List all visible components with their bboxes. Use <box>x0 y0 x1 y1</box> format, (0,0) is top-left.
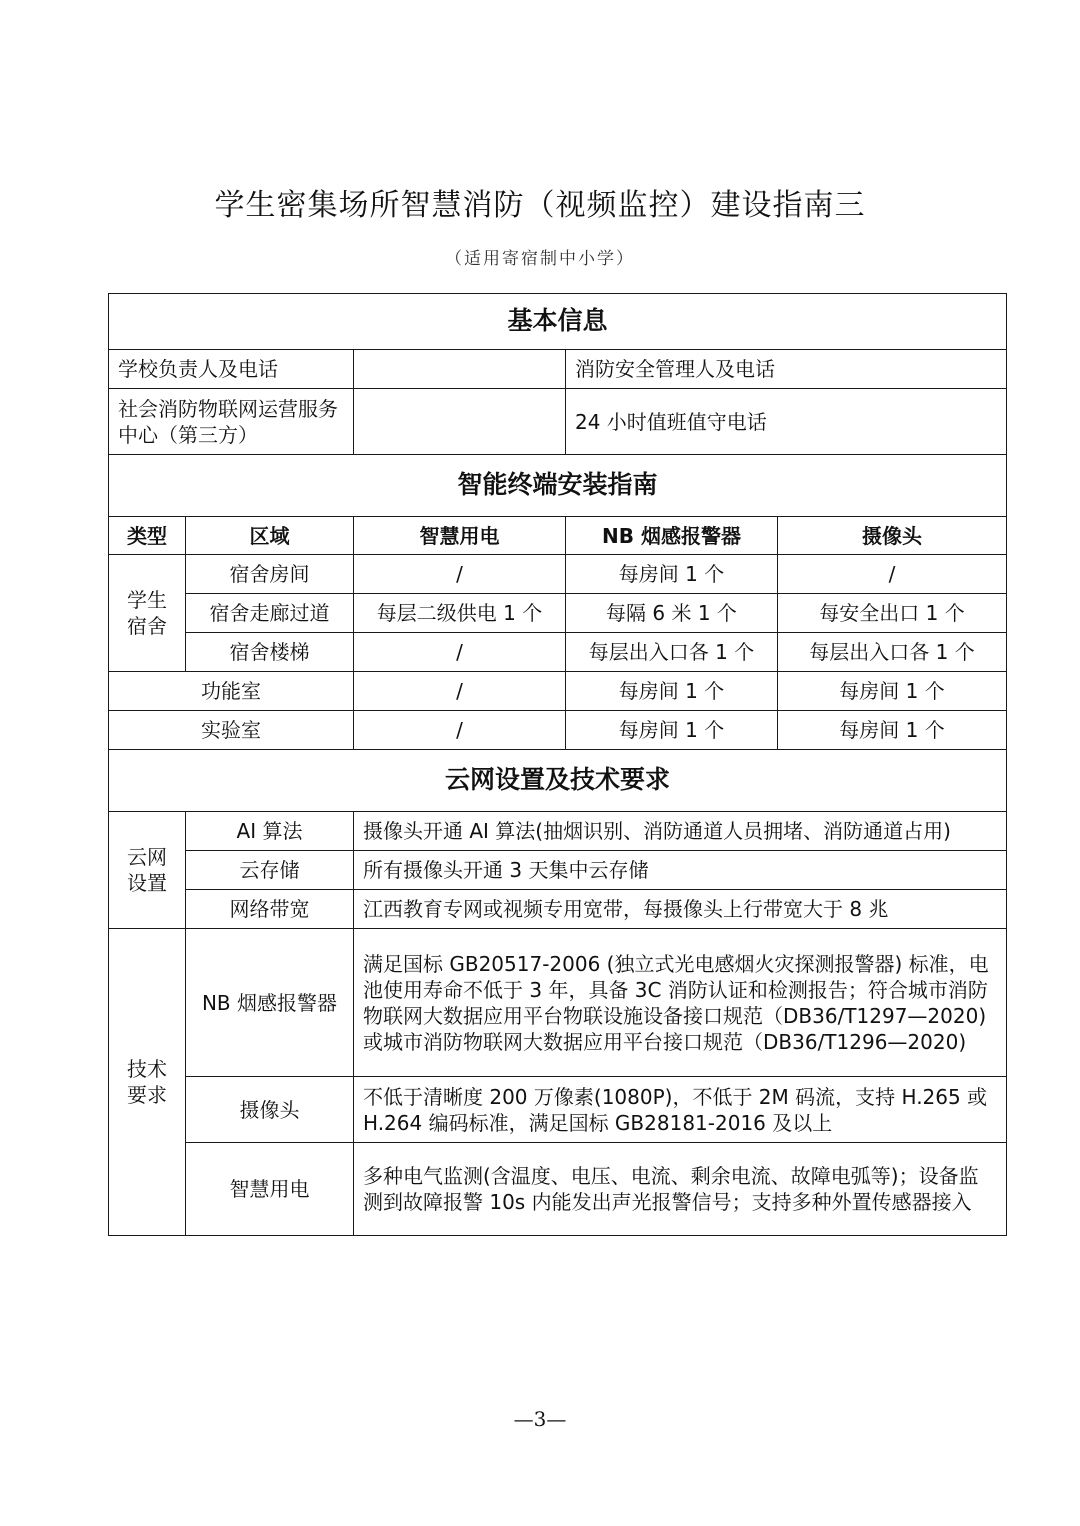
page-title: 学生密集场所智慧消防（视频监控）建设指南三 <box>214 188 866 223</box>
table-row <box>109 594 1007 633</box>
smoke-cell: 每房间 1 个 <box>566 555 778 594</box>
smart-power-cell: / <box>354 633 566 672</box>
table-row <box>109 633 1007 672</box>
table-row <box>109 555 1007 594</box>
tech-type-cell: 技术要求 <box>109 929 186 1236</box>
header-area: 区域 <box>186 517 354 555</box>
table-row <box>109 672 1007 711</box>
camera-cell: / <box>778 555 1007 594</box>
smart-power-cell: / <box>354 555 566 594</box>
cloud-section-row <box>109 750 1007 812</box>
page-number: —3— <box>513 1407 567 1431</box>
table-row <box>109 812 1007 851</box>
area-cell: 宿舍房间 <box>186 555 354 594</box>
table-row <box>109 890 1007 929</box>
cloud-item-cell: 网络带宽 <box>186 890 354 929</box>
basic-info-heading: 基本信息 <box>109 294 1007 350</box>
fire-manager-label: 消防安全管理人及电话 <box>566 350 1007 389</box>
service-center-value <box>354 389 566 455</box>
terminal-heading: 智能终端安装指南 <box>109 455 1007 517</box>
smoke-cell: 每房间 1 个 <box>566 672 778 711</box>
terminal-section-row <box>109 455 1007 517</box>
guide-table <box>108 293 1007 1236</box>
header-camera: 摄像头 <box>778 517 1007 555</box>
camera-cell: 每房间 1 个 <box>778 672 1007 711</box>
area-cell: 宿舍楼梯 <box>186 633 354 672</box>
smart-power-cell: / <box>354 711 566 750</box>
dorm-type-cell: 学生宿舍 <box>109 555 186 672</box>
cloud-heading: 云网设置及技术要求 <box>109 750 1007 812</box>
cloud-item-cell: AI 算法 <box>186 812 354 851</box>
area-cell: 宿舍走廊过道 <box>186 594 354 633</box>
area-cell: 实验室 <box>109 711 354 750</box>
smoke-cell: 每层出入口各 1 个 <box>566 633 778 672</box>
basic-info-section-row <box>109 294 1007 350</box>
table-row <box>109 929 1007 1077</box>
cloud-desc-cell: 江西教育专网或视频专用宽带，每摄像头上行带宽大于 8 兆 <box>354 890 1007 929</box>
header-smoke: NB 烟感报警器 <box>566 517 778 555</box>
header-smart-power: 智慧用电 <box>354 517 566 555</box>
terminal-header-row <box>109 517 1007 555</box>
page-subtitle: （适用寄宿制中小学） <box>445 249 635 269</box>
tech-item-cell: NB 烟感报警器 <box>186 929 354 1077</box>
tech-item-cell: 智慧用电 <box>186 1143 354 1236</box>
duty-phone-label: 24 小时值班值守电话 <box>566 389 1007 455</box>
smart-power-cell: / <box>354 672 566 711</box>
header-type: 类型 <box>109 517 186 555</box>
basic-info-row <box>109 389 1007 455</box>
smoke-cell: 每房间 1 个 <box>566 711 778 750</box>
table-row <box>109 1077 1007 1143</box>
table-row <box>109 711 1007 750</box>
tech-item-cell: 摄像头 <box>186 1077 354 1143</box>
cloud-desc-cell: 摄像头开通 AI 算法(抽烟识别、消防通道人员拥堵、消防通道占用) <box>354 812 1007 851</box>
tech-desc-cell: 多种电气监测(含温度、电压、电流、剩余电流、故障电弧等)；设备监测到故障报警 10s 内能发出声光报警信号；支持多种外置传感器接入 <box>354 1143 1007 1236</box>
school-contact-label: 学校负责人及电话 <box>109 350 354 389</box>
camera-cell: 每安全出口 1 个 <box>778 594 1007 633</box>
cloud-item-cell: 云存储 <box>186 851 354 890</box>
school-contact-value <box>354 350 566 389</box>
camera-cell: 每层出入口各 1 个 <box>778 633 1007 672</box>
table-row <box>109 851 1007 890</box>
service-center-label: 社会消防物联网运营服务中心（第三方） <box>109 389 354 455</box>
cloud-desc-cell: 所有摄像头开通 3 天集中云存储 <box>354 851 1007 890</box>
smoke-cell: 每隔 6 米 1 个 <box>566 594 778 633</box>
camera-cell: 每房间 1 个 <box>778 711 1007 750</box>
tech-desc-cell: 不低于清晰度 200 万像素(1080P)，不低于 2M 码流，支持 H.265 或 H.264 编码标准，满足国标 GB28181-2016 及以上 <box>354 1077 1007 1143</box>
table-row <box>109 1143 1007 1236</box>
cloud-type-cell: 云网设置 <box>109 812 186 929</box>
area-cell: 功能室 <box>109 672 354 711</box>
basic-info-row <box>109 350 1007 389</box>
smart-power-cell: 每层二级供电 1 个 <box>354 594 566 633</box>
tech-desc-cell: 满足国标 GB20517-2006 (独立式光电感烟火灾探测报警器) 标准，电池使用寿命不低于 3 年，具备 3C 消防认证和检测报告；符合城市消防物联网大数据应用平台物联设施设备接口规范（DB36/T1297—2020) 或城市消防物联网大数据应用平台接口规范（DB36/T1296—2020) <box>354 929 1007 1077</box>
